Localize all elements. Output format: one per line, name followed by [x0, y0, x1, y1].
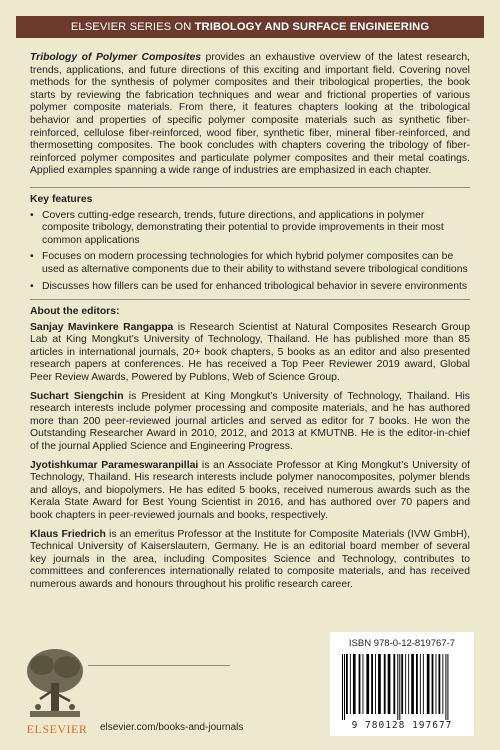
barcode-bar — [342, 654, 343, 720]
barcode-bar — [353, 654, 356, 714]
barcode-bar — [427, 654, 430, 714]
editor-bio — [30, 322, 470, 385]
barcode-bar — [366, 654, 369, 714]
feature-item — [30, 251, 470, 276]
editor-text: is President at King Mongkut’s University of Technology, Thailand. His research interests include polymer processing and composite materials, and he has authored more than 200 peer-reviewed journal articles and served as editor for 7 books. He won the Outstanding Researcher Award in 2010, 2012, and 2013 at KMUTNB. He is the editor-in-chief of the journal Applied Science and Engineering Progress. — [30, 390, 470, 453]
barcode-bar — [401, 654, 403, 714]
series-banner — [16, 16, 484, 38]
editor-text: is Research Scientist at Natural Composites Research Group Lab at King Mongkut’s University of Technology, Thailand. He has published more than 85 articles in international journals, 20+ book chapters, 5 books as an editor and also presented research papers at conferences. He has received a Top Peer Reviewer 2019 award, Global Peer Review Awards, Powered by Publons, Web of Science Group. — [30, 321, 470, 384]
editor-text: is an emeritus Professor at the Institute for Composite Materials (IVW GmbH), Technical University of Kaiserslautern, Germany. He is an editorial board member of several key journals in the area, including Composites Science and Technology, contributes to committees and conferences internationally related to composite materials, and has received numerous awards and honours throughout his prolific research career. — [30, 528, 470, 590]
editor-bio — [30, 529, 470, 592]
barcode-bar — [439, 654, 441, 714]
barcode-bar — [371, 654, 373, 714]
barcode-bar — [447, 654, 448, 720]
barcode-bar — [363, 654, 364, 714]
barcode-bar — [420, 654, 421, 714]
editor-name: Sanjay Mavinkere Rangappa — [30, 321, 174, 333]
bullet-icon: • — [30, 209, 34, 221]
key-features-heading: Key features — [30, 193, 93, 205]
elsevier-tree-logo-icon — [22, 643, 88, 723]
barcode-bar — [388, 654, 391, 714]
barcode-bar — [384, 654, 386, 714]
barcode-bar — [344, 654, 345, 720]
editor-name: Suchart Siengchin — [30, 390, 124, 402]
barcode-bar — [408, 654, 409, 714]
barcode-bar — [397, 654, 398, 720]
description-text: provides an exhaustive overview of the latest research, trends, applications, and future directions of this exciting and important field. Covering novel methods for the synthesis of polymer composites and their tribological properties, the book starts by reviewing the fabrication techniques and wear and frictional properties of various polymer composite materials. From there, it features chapters looking at the tribological behavior and properties of specific polymer composite materials such as synthetic fiber-reinforced, cellulose fiber-reinforced, wood fiber, synthetic fiber, mineral fiber-reinforced, and thermosetting composites. The book concludes with chapters covering the tribology of fiber-reinforced polymer composites and particulate polymer composites and their metal coatings. Applied examples spanning a wide range of industries are emphasized in each chapter. — [30, 52, 470, 177]
barcode-bar — [378, 654, 381, 714]
feature-item — [30, 210, 470, 248]
bullet-icon: • — [30, 251, 34, 263]
divider — [30, 187, 470, 188]
back-cover-text — [30, 52, 470, 598]
bullet-icon: • — [30, 280, 34, 292]
divider — [30, 299, 470, 300]
editor-text: is an Associate Professor at King Mongkut’s University of Technology, Thailand. His research interests include polymer nanocomposites, polymer blends and alloys, and biopolymers. He has edited 5 books, received numerous awards such as the Kerala State Award for Best Young Scientist in 2016, and has authored over 70 papers and book chapters in peer-reviewed journals and books, respectively. — [30, 459, 471, 521]
barcode-bar — [445, 654, 446, 720]
barcode-number: 9 780128 197677 — [351, 720, 453, 731]
barcode — [330, 632, 474, 736]
barcode-bar — [399, 654, 400, 720]
barcode-bar — [411, 654, 414, 714]
feature-text: Covers cutting-edge research, trends, future directions, and applications in polymer composite tribology, demonstrating their potential to provide improvements in their most common applications — [42, 209, 444, 246]
feature-text: Focuses on modern processing technologies for which hybrid polymer composites can be used as alternative components due to their ability to withstand severe tribological conditions — [42, 251, 468, 275]
barcode-bar — [393, 654, 395, 714]
feature-text: Discusses how fillers can be used for enhanced tribological behavior in severe environments — [42, 280, 468, 292]
barcode-bar — [416, 654, 418, 714]
barcode-bar — [359, 654, 361, 714]
editors-heading: About the editors: — [30, 306, 120, 318]
barcode-bar — [442, 654, 443, 714]
isbn-label: ISBN 978-0-12-819767-7 — [348, 638, 456, 649]
editor-name: Klaus Friedrich — [30, 528, 106, 540]
series-prefix: ELSEVIER SERIES ON — [70, 21, 192, 33]
key-features-list — [30, 210, 470, 294]
barcode-bars — [340, 654, 464, 720]
book-title: Tribology of Polymer Composites — [30, 52, 202, 63]
publisher-website-link[interactable]: elsevier.com/books-and-journals — [100, 722, 244, 733]
barcode-bar — [405, 654, 406, 714]
barcode-bar — [436, 654, 437, 714]
barcode-bar — [346, 654, 348, 714]
editor-name: Jyotishkumar Parameswaranpillai — [30, 459, 199, 471]
barcode-bar — [423, 654, 424, 714]
editor-bio — [30, 391, 470, 454]
book-description — [30, 52, 470, 178]
feature-item — [30, 281, 470, 294]
publisher-logo-text: ELSEVIER — [26, 722, 88, 736]
barcode-bar — [375, 654, 376, 714]
barcode-bar — [432, 654, 434, 714]
barcode-bar — [350, 654, 351, 714]
series-title: TRIBOLOGY AND SURFACE ENGINEERING — [194, 21, 430, 33]
editor-bio — [30, 460, 470, 523]
